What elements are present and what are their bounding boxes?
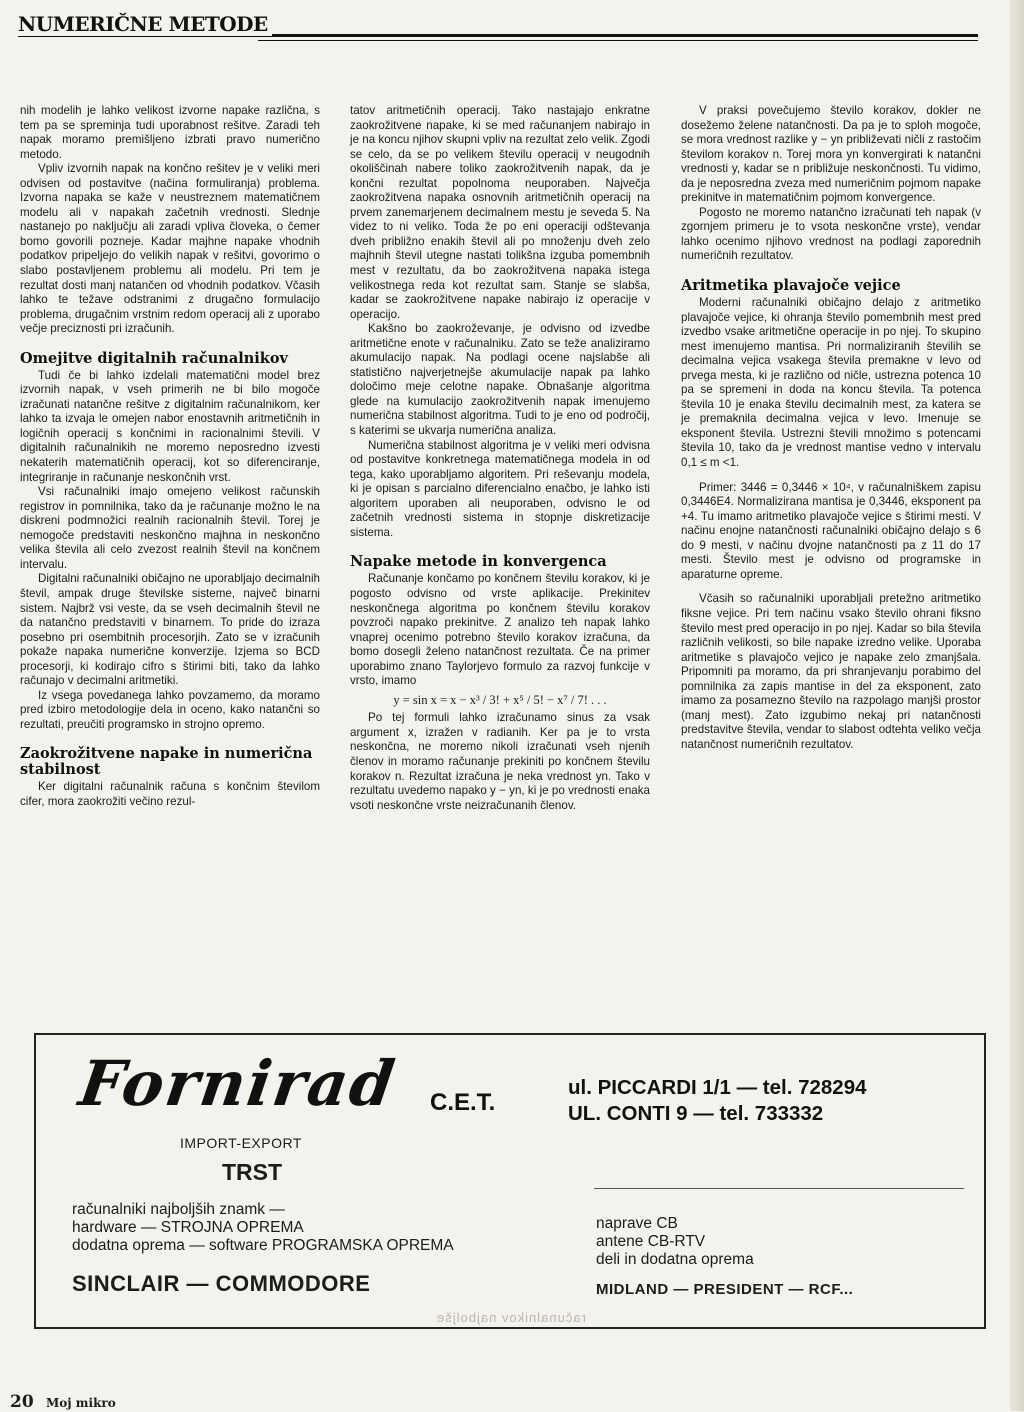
page-number: 20 bbox=[10, 1392, 34, 1412]
product-list-left bbox=[72, 1201, 454, 1255]
import-export-label: IMPORT-EXPORT bbox=[180, 1135, 302, 1151]
address-block bbox=[568, 1075, 867, 1127]
paragraph: tatov aritmetičnih operacij. Tako nastajajo enkratne zaokrožitvene napake, ki se med računanjem nabirajo in je na koncu njihov skupni vpliv na rezultat zelo velik. Zgodi se celo, da se po velikem številu operacij v neugodnih okoliščinah nabere toliko zaokrožitvenih napak, da je končni rezultat popolnoma neuporaben. Največja zaokrožitvena napaka osnovnih aritmetičnih operacij na prvem zanemarjenem decimalnem mestu je seveda 5. Na videz to ni veliko. Toda že po eni operaciji odštevanja dveh približno enakih števil ali po množenju dveh zelo majhnih števil utegne nastati tolikšna izguba pomembnih mest v rezultatu, da bo zaokrožitvena napaka istega velikostnega reda kot rezultat sam. Stanje se slabša, kadar se zaokrožitvene napake nabirajo iz operacije v operacijo. bbox=[350, 104, 650, 321]
heading-floating-point: Aritmetika plavajoče vejice bbox=[681, 277, 901, 295]
paragraph: Primer: 3446 = 0,3446 × 10⁴, v računalniškem zapisu 0,3446E4. Normalizirana mantisa je 0,3446, eksponent pa +4. Tu imamo aritmetiko plavajoče vejice s štirimi mesti. V načinu enojne natančnosti računalniki običajno delajo s 6 do 9 mesti, v načinu dvojne natančnosti pa z 11 do 17 mesti. Število mest je odvisno od programske in aparaturne opreme. bbox=[681, 480, 981, 581]
paragraph: Pogosto ne moremo natančno izračunati teh napak (v zgornjem primeru je to vsota neskončne vrste), vendar lahko ocenimo njihovo vrednost na podlagi zaporednih numeričnih rezultatov. bbox=[681, 205, 981, 263]
product-line: hardware — STROJNA OPREMA bbox=[72, 1219, 304, 1236]
page-edge-shadow bbox=[1010, 0, 1024, 1411]
column-2 bbox=[350, 104, 650, 813]
product-line: računalniki najboljših znamk — bbox=[72, 1201, 285, 1218]
brand-logo: Fornirad bbox=[74, 1047, 401, 1120]
header-rule-thin bbox=[258, 40, 978, 41]
divider bbox=[594, 1188, 964, 1189]
address-line: UL. CONTI 9 — tel. 733332 bbox=[568, 1102, 824, 1125]
advertisement-box bbox=[34, 1033, 986, 1329]
paragraph: Po tej formuli lahko izračunamo sinus za vsak argument x, izražen v radianih. Ker pa je to vrsta neskončna, ne moremo nikoli izračunati vseh njenih členov in moramo računanje prekiniti po končnem številu korakov n. Rezultat izračuna je neka vrednost yn. Tako v rezultatu uvedemo napako y − yn, ki je po vrednosti enaka vsoti neskončne vrste neizračunanih členov. bbox=[350, 711, 650, 812]
product-line: dodatna oprema — software PROGRAMSKA OPREMA bbox=[72, 1237, 454, 1254]
magazine-name: Moj mikro bbox=[46, 1396, 116, 1410]
paragraph: V praksi povečujemo število korakov, dokler ne dosežemo želene natančnosti. Da pa je to sploh mogoče, se mora vrednost razlike y − yn približevati ničli z rastočim številom korakov n. Torej mora yn konvergirati k natančni vrednosti y, kadar se n približuje neskončnosti. Tu vidimo, da je neposredna zveza med numeričnim pojmom napake prekinitve in matematičnim pojmom konvergence. bbox=[681, 104, 981, 205]
paragraph: Ker digitalni računalnik računa s končnim številom cifer, mora zaokrožiti večino rezul- bbox=[20, 780, 320, 808]
page-header bbox=[18, 12, 978, 44]
city-label: TRST bbox=[222, 1159, 283, 1185]
paragraph: Digitalni računalniki običajno ne uporabljajo decimalnih števil, ampak druge številske sisteme, največ binarni sistem. Najbrž vsi veste, da se vseh decimalnih števil ne da natančno predstaviti v binarnem. To pride do izraza posebno pri osembitnih procesorjih. Zato se v izračunih pokaže napaka numerične konverzije. Izjema so BCD procesorji, ki kodirajo cifro s štirimi biti, tako da lahko računajo v decimalni aritmetiki. bbox=[20, 572, 320, 688]
section-title: NUMERIČNE METODE bbox=[18, 12, 272, 36]
product-line: naprave CB bbox=[596, 1215, 678, 1232]
address-line: ul. PICCARDI 1/1 — tel. 728294 bbox=[568, 1076, 867, 1099]
paragraph: Numerična stabilnost algoritma je v veliki meri odvisna od postavitve konkretnega matematičnega modela in od tega, kako uporabljamo algoritem. Pri reševanju modela, ki je opisan s parcialno diferencialno enačbo, je lahko isti algoritem uporaben ali neuporaben, odvisno le od začetnih vrednosti sistema in stopnje diskretizacije sistema. bbox=[350, 438, 650, 539]
paragraph: Kakšno bo zaokroževanje, je odvisno od izvedbe aritmetične enote v računalniku. Zato se teže analiziramo akumulacijo napak. Na podlagi ocene najslabše ali statistično najverjetnejše akumulacije napak pa lahko določimo meje celotne napake. Obnašanje algoritma glede na kumulacijo zaokrožitvenih napak imenujemo numerična stabilnost algoritma. Tudi to je eno od področij, s katerimi se ukvarja numerična analiza. bbox=[350, 322, 650, 438]
taylor-formula: y = sin x = x − x³ / 3! + x⁵ / 5! − x⁷ / 7! . . . bbox=[393, 692, 607, 707]
heading-rounding: Zaokrožitvene napake in numerična stabilnost bbox=[20, 745, 313, 779]
paragraph: nih modelih je lahko velikost izvorne napake različna, s tem pa se spreminja tudi uporabnost rešitve. Zaradi teh napak moramo premišljeno izbrati pravo numerično metodo. bbox=[20, 104, 320, 161]
brand-suffix: C.E.T. bbox=[430, 1089, 496, 1116]
product-line: antene CB-RTV bbox=[596, 1233, 706, 1250]
paragraph: Včasih so računalniki uporabljali pretežno aritmetiko fiksne vejice. Pri tem načinu vsako število ohrani fiksno število mest pred operacijo in po njej. Kadar so bila števila različnih velikosti, so bile napake izredno velike. Uporaba aritmetike s plavajočo vejico je napake zelo zmanjšala. Pripomniti pa moramo, da pri shranjevanju porabimo del pomnilnika za zapis mantise in del za eksponent, zato imamo za posamezno število na razpolago manjši prostor (manj mest). Zato izgubimo nekaj pri natančnosti predstavitve števila, vendar to slabost odtehta veliko večja natančnost numeričnih rezultatov. bbox=[681, 592, 981, 751]
paragraph: Tudi če bi lahko izdelali matematični model brez izvornih napak, v vseh primerih ne bi bilo mogoče izračunati natančne rešitve z digitalnim računalnikom, ker lahko ta izvaja le omejen nabor enostavnih aritmetičnih in logičnih operacij s končnimi in racionalnimi števili. V digitalnih računalnikih ne moremo neposredno izvesti nekaterih matematičnih operacij, kot so diferenciranje, integriranje in računanje neskončnih vrst. bbox=[20, 368, 320, 484]
column-3 bbox=[681, 104, 981, 752]
paragraph: Računanje končamo po končnem številu korakov, ki je pogosto odvisno od vrste aplikacije. Prekinitev neskončnega algoritma po končnem številu korakov povzroči napako prekinitve. Z analizo teh napak lahko vnaprej ocenimo potrebno število korakov izračuna, da bomo dosegli želeno natančnost rezultata. Če na primer uporabimo znano Taylorjevo formulo za razvoj funkcije v vrsto, imamo bbox=[350, 572, 650, 688]
heading-limits: Omejitve digitalnih računalnikov bbox=[20, 349, 288, 367]
brands-radio: MIDLAND — PRESIDENT — RCF... bbox=[596, 1281, 854, 1298]
product-list-right bbox=[596, 1215, 754, 1269]
heading-convergence: Napake metode in konvergenca bbox=[350, 553, 607, 571]
product-line: deli in dodatna oprema bbox=[596, 1251, 754, 1268]
paragraph: Moderni računalniki običajno delajo z aritmetiko plavajoče vejice, ki ohranja število pomembnih mest pred izvedbo vsake aritmetične operacije in po njej. To skupino mest imenujemo mantisa. Pri normaliziranih številih se decimalna vejica vsakega števila premakne v levo od prvega mesta, ki je različno od ničle, ustrezna potenca 10 pa se spremeni in doda na koncu števila. Ta potenca števila 10 je enaka številu decimalnih mest, za katera se je premaknila decimalna vejica v levo. Imenuje se eksponent števila. Ustrezni števili množimo s potencami števila 10, tako da je vrednost mantise vedno v intervalu 0,1 ≤ m <1. bbox=[681, 296, 981, 470]
brands-computers: SINCLAIR — COMMODORE bbox=[72, 1271, 371, 1296]
bleed-through-text: računalnikov najboljše bbox=[436, 1310, 586, 1325]
paragraph: Iz vsega povedanega lahko povzamemo, da moramo pred izbiro metodologije dela in oceno, kako natančni so rezultati, preučiti programsko in strojno opremo. bbox=[20, 688, 320, 731]
column-1 bbox=[20, 104, 320, 810]
paragraph: Vpliv izvornih napak na končno rešitev je v veliki meri odvisen od postavitve (načina formuliranja) problema. Izvorna napaka se kaže v neustreznem matematičnem modelu ali v napakah začetnih vrednosti. Slednje nastanejo po naključju ali zaradi vpliva človeka, o čemer bomo govorili pozneje. Kadar majhne napake vhodnih podatkov pripeljejo do velikih napak v rešitvi, govorimo o slabo postavljenem problemu ali modelu. Pri tem je rezultat dosti manj natančen od vhodnih podatkov. Včasih lahko te težave odstranimi z drugačno formulacijo problema, drugačnim vrstnim redom operacij ali z uporabo večje preciznosti pri izračunih. bbox=[20, 162, 320, 336]
paragraph: Vsi računalniki imajo omejeno velikost računskih registrov in pomnilnika, tako da je računanje možno le na diskreni podmnožici realnih racionalnih števil. Torej je nemogoče predstaviti neskončno majhna in neskončno velika števila ali celo zvezost realnih števil na končnem intervalu. bbox=[20, 485, 320, 571]
